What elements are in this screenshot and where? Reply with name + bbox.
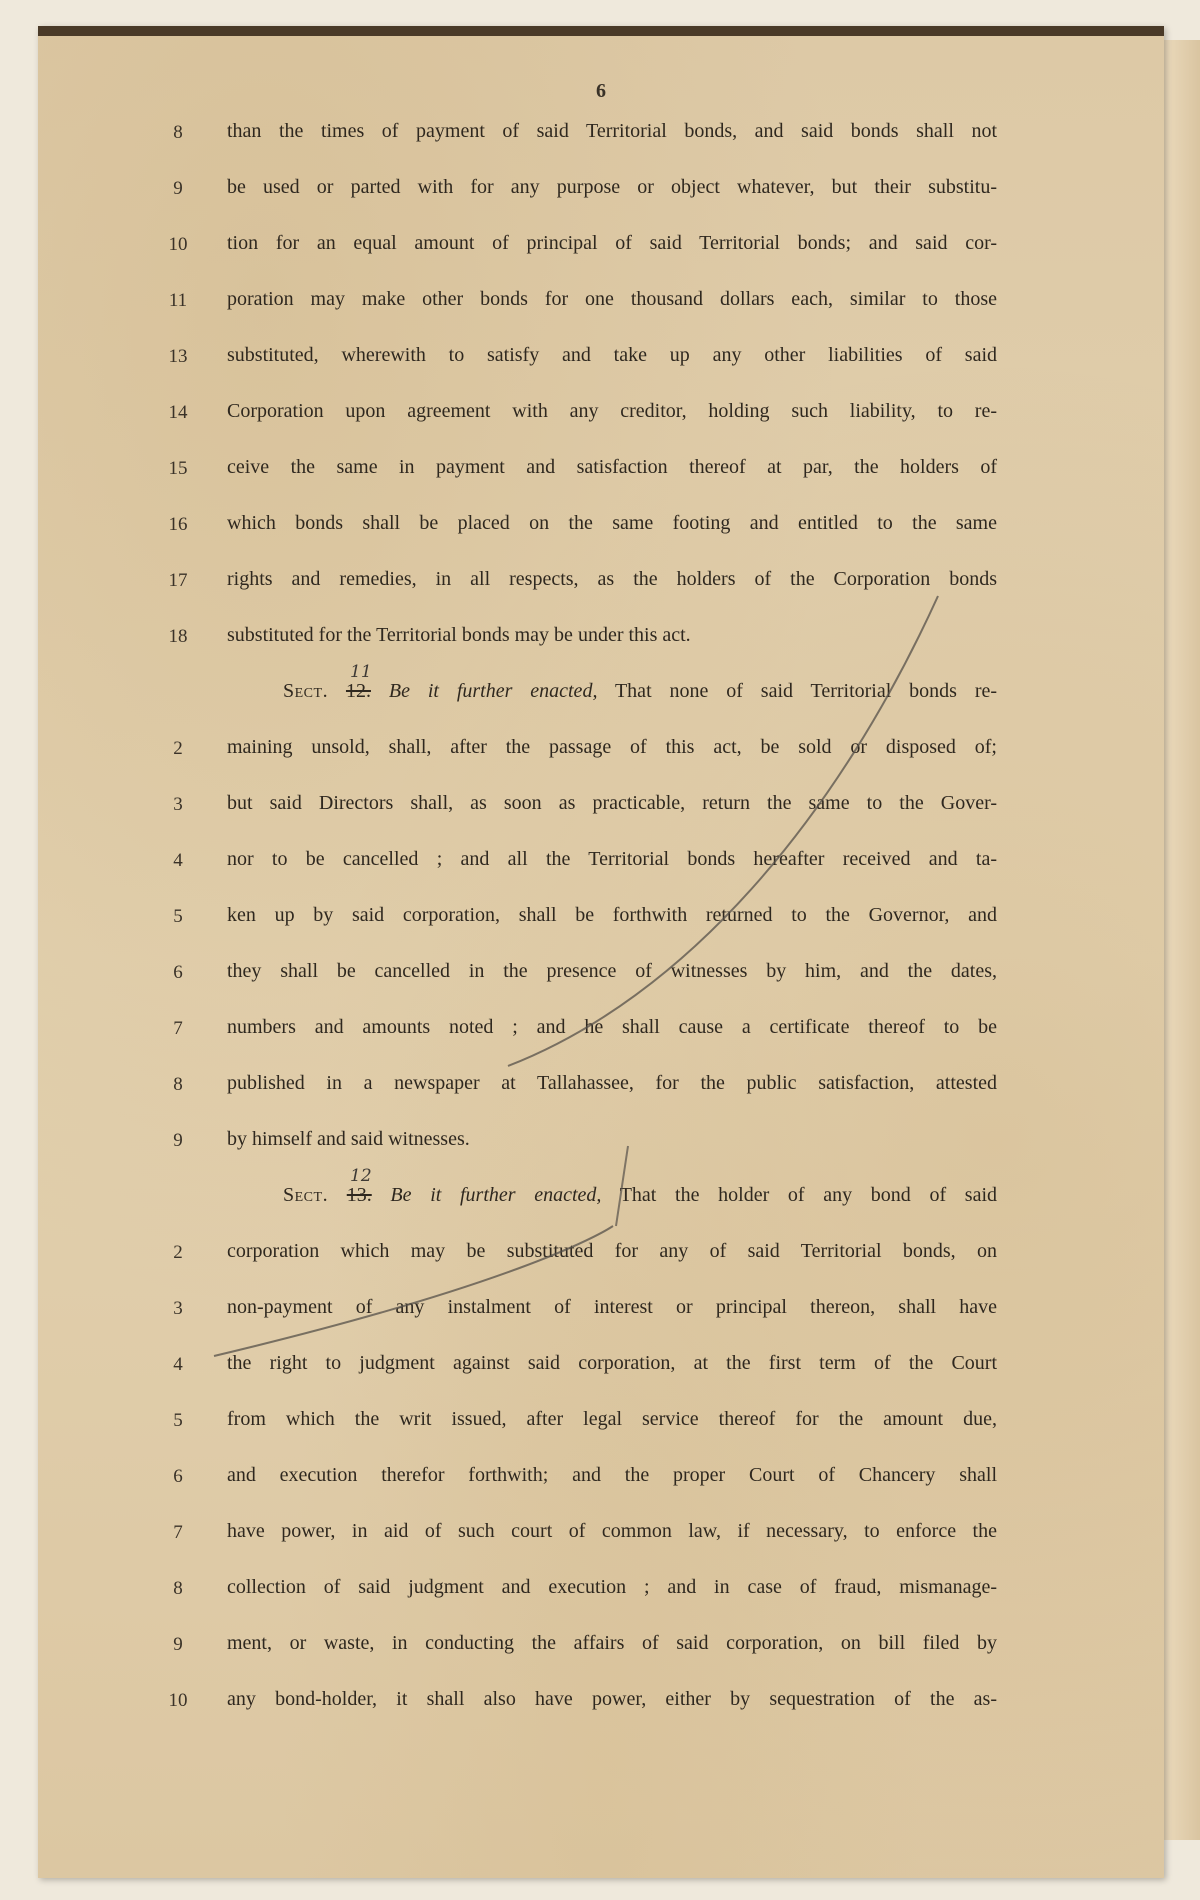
line-text: substituted, wherewith to satisfy and take up any other liabilities of said (227, 344, 997, 366)
line-number: 18 (168, 626, 188, 647)
text-line (38, 504, 1164, 544)
line-number: 8 (173, 1074, 183, 1095)
line-text: collection of said judgment and execution ; and in case of fraud, mismanage- (227, 1576, 997, 1598)
text-line (38, 280, 1164, 320)
text-line (38, 1064, 1164, 1104)
sect-label: Sect. (283, 1184, 329, 1206)
text-line (38, 1288, 1164, 1328)
enacted-clause: Be it further enacted, (388, 680, 598, 702)
line-number: 8 (173, 1578, 183, 1599)
line-text: corporation which may be substituted for any of said Territorial bonds, on (227, 1240, 997, 1262)
text-line (38, 1568, 1164, 1608)
handwritten-section-number: 11 (350, 662, 372, 682)
line-text: than the times of payment of said Territorial bonds, and said bonds shall not (227, 120, 997, 142)
line-text: non-payment of any instalment of interest or principal thereon, shall have (227, 1296, 997, 1318)
line-number: 16 (168, 514, 188, 535)
line-number: 7 (173, 1018, 183, 1039)
line-number: 6 (173, 962, 183, 983)
line-text: from which the writ issued, after legal service thereof for the amount due, (227, 1408, 997, 1430)
line-text: and execution therefor forthwith; and the proper Court of Chancery shall (227, 1464, 997, 1486)
line-text: nor to be cancelled ; and all the Territorial bonds hereafter received and ta- (227, 848, 997, 870)
line-text: rights and remedies, in all respects, as the holders of the Corporation bonds (227, 568, 997, 590)
text-line (38, 168, 1164, 208)
line-text: but said Directors shall, as soon as practicable, return the same to the Gover- (227, 792, 997, 814)
text-line (38, 336, 1164, 376)
section-heading-line (38, 1176, 1164, 1216)
line-number: 2 (173, 1242, 183, 1263)
line-number: 10 (168, 234, 188, 255)
line-number: 14 (168, 402, 188, 423)
handwritten-section-number: 12 (350, 1166, 372, 1186)
text-line (38, 784, 1164, 824)
line-text: numbers and amounts noted ; and he shall cause a certificate thereof to be (227, 1016, 997, 1038)
line-number: 11 (168, 290, 188, 311)
text-line (38, 1456, 1164, 1496)
line-number: 3 (173, 1298, 183, 1319)
text-line (38, 1120, 1164, 1160)
text-line (38, 1512, 1164, 1552)
line-number: 8 (173, 122, 183, 143)
line-number: 10 (168, 1690, 188, 1711)
line-number: 15 (168, 458, 188, 479)
text-line (38, 896, 1164, 936)
line-number: 17 (168, 570, 188, 591)
text-line (38, 1008, 1164, 1048)
enacted-clause: Be it further enacted, (390, 1184, 602, 1206)
text-line (38, 448, 1164, 488)
section-heading-line (38, 672, 1164, 712)
line-number: 9 (173, 1130, 183, 1151)
document-page (38, 26, 1164, 1878)
section-opening (283, 1184, 997, 1207)
line-text: maining unsold, shall, after the passage of this act, be sold or disposed of; (227, 736, 997, 758)
text-line (38, 1344, 1164, 1384)
line-text: tion for an equal amount of principal of said Territorial bonds; and said cor- (227, 232, 997, 254)
text-line (38, 728, 1164, 768)
line-number: 4 (173, 850, 183, 871)
line-text: any bond-holder, it shall also have power, either by sequestration of the as- (227, 1688, 997, 1710)
line-number: 9 (173, 178, 183, 199)
line-text: they shall be cancelled in the presence of witnesses by him, and the dates, (227, 960, 997, 982)
line-text: be used or parted with for any purpose or object whatever, but their substitu- (227, 176, 997, 198)
text-line (38, 1232, 1164, 1272)
text-line (38, 392, 1164, 432)
line-text: by himself and said witnesses. (227, 1128, 470, 1150)
text-line (38, 616, 1164, 656)
line-text: Corporation upon agreement with any creditor, holding such liability, to re- (227, 400, 997, 422)
line-number: 13 (168, 346, 188, 367)
line-text: substituted for the Territorial bonds may be under this act. (227, 624, 691, 646)
line-text: poration may make other bonds for one thousand dollars each, similar to those (227, 288, 997, 310)
struck-section-number: 12. (345, 680, 371, 702)
text-line (38, 1624, 1164, 1664)
section-opening-text: That the holder of any bond of said (619, 1184, 997, 1206)
line-text: have power, in aid of such court of common law, if necessary, to enforce the (227, 1520, 997, 1542)
line-number: 3 (173, 794, 183, 815)
line-text: ment, or waste, in conducting the affairs of said corporation, on bill filed by (227, 1632, 997, 1654)
section-opening (283, 680, 997, 703)
line-number: 5 (173, 1410, 183, 1431)
text-line (38, 840, 1164, 880)
text-line (38, 112, 1164, 152)
section-opening-text: That none of said Territorial bonds re- (614, 680, 998, 702)
text-line (38, 1680, 1164, 1720)
text-line (38, 224, 1164, 264)
line-text: ken up by said corporation, shall be forthwith returned to the Governor, and (227, 904, 997, 926)
line-number: 2 (173, 738, 183, 759)
line-text: published in a newspaper at Tallahassee, for the public satisfaction, attested (227, 1072, 997, 1094)
page-number: 6 (596, 80, 606, 102)
line-number: 9 (173, 1634, 183, 1655)
line-text: ceive the same in payment and satisfaction thereof at par, the holders of (227, 456, 997, 478)
line-text: the right to judgment against said corporation, at the first term of the Court (227, 1352, 997, 1374)
line-number: 5 (173, 906, 183, 927)
sect-label: Sect. (283, 680, 329, 702)
line-number: 4 (173, 1354, 183, 1375)
line-number: 6 (173, 1466, 183, 1487)
line-number: 7 (173, 1522, 183, 1543)
text-line (38, 1400, 1164, 1440)
struck-section-number: 13. (346, 1184, 372, 1206)
line-text: which bonds shall be placed on the same footing and entitled to the same (227, 512, 997, 534)
text-line (38, 560, 1164, 600)
text-line (38, 952, 1164, 992)
